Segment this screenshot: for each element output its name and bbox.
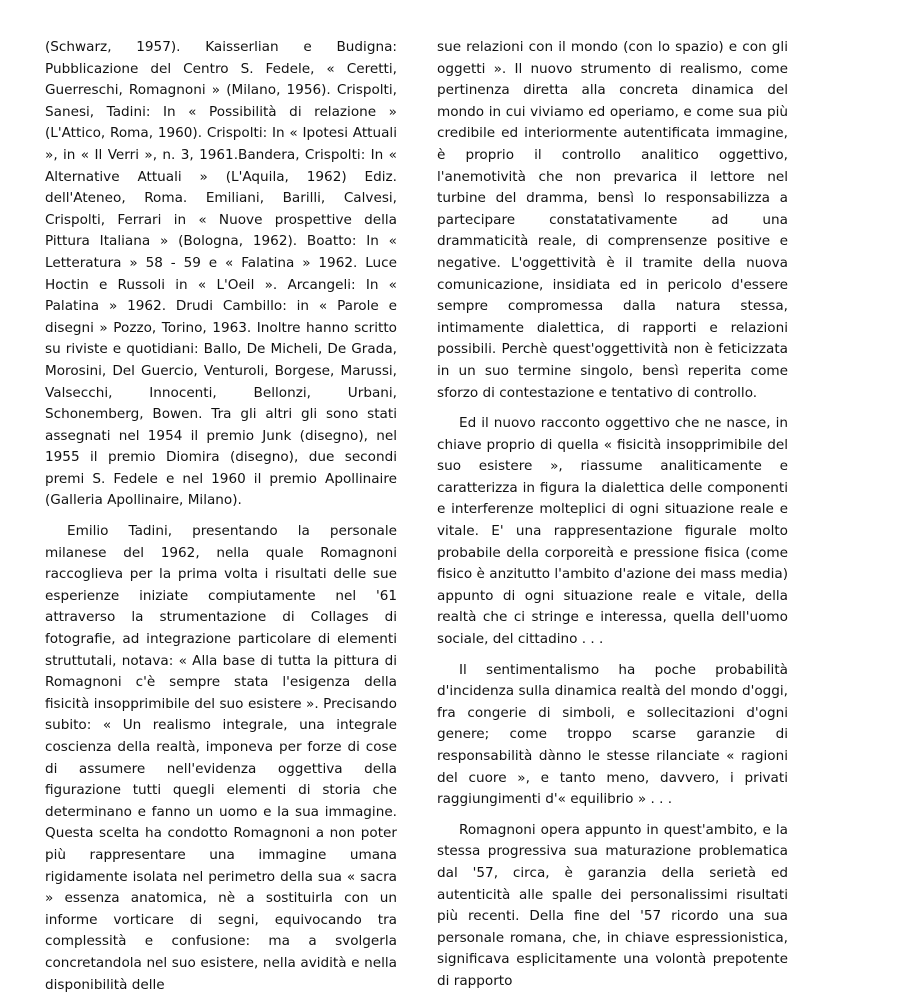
body-paragraph: sue relazioni con il mondo (con lo spazio) e con gli oggetti ». Il nuovo strumento di realismo, come pertinenza diretta alla concreta dinamica del mondo in cui viviamo ed operiamo, e come sua più credibile ed interiormente autentificata immagine, è proprio il controllo analitico oggettivo, l'anemotività che non prevarica il lettore nel turbine del dramma, bensì lo responsabilizza a partecipare constatativamente ad una drammaticità reale, di comprensenze positive e negative. L'oggettività è il tramite della nuova comunicazione, insidiata ed in pericolo d'essere sempre compromessa dalla natura stessa, intimamente dialettica, di rapporti e relazioni possibili. Perchè quest'oggettività non è feticizzata in un suo termine singolo, bensì reperita come sforzo di contestazione e tentativo di controllo. bbox=[437, 39, 788, 401]
left-text-column bbox=[45, 37, 397, 996]
body-paragraph: Romagnoni opera appunto in quest'ambito, e la stessa progressiva sua maturazione problematica dal '57, circa, è garanzia della serietà ed autenticità alle spalle dei personalissimi risultati più recenti. Della fine del '57 ricordo una sua personale romana, che, in chiave espressionistica, significava esplicitamente una volontà prepotente di rapporto bbox=[437, 821, 788, 989]
body-paragraph: Emilio Tadini, presentando la personale milanese del 1962, nella quale Romagnoni raccoglieva per la prima volta i risultati delle sue esperienze iniziate compiutamente nel '61 attraverso la strumentazione di Collages di fotografie, ad integrazione particolare di elementi struttutali, notava: « Alla base di tutta la pittura di Romagnoni c'è sempre stata l'esigenza della fisicità insopprimibile del suo esistere ». Precisando subito: « Un realismo integrale, una integrale coscienza della realtà, imponeva per forze di cose di assumere nell'evidenza oggettiva della figurazione tutti quegli elementi di storia che determinano e fanno un uomo e la sua immagine. Questa scelta ha condotto Romagnoni a non poter più rappresentare una immagine umana rigidamente isolata nel perimetro della sua « sacra » essenza anatomica, nè a sostituirla con un informe vorticare di segni, equivocando tra complessità e confusione: ma a svolgerla concretandola nel suo esistere, nella avidità e nella disponibilità delle bbox=[45, 523, 397, 993]
bibliography-paragraph: (Schwarz, 1957). Kaisserlian e Budigna: Pubblicazione del Centro S. Fedele, « Ceretti, Guerreschi, Romagnoni » (Milano, 1956). Crispolti, Sanesi, Tadini: In « Possibilità di relazione » (L'Attico, Roma, 1960). Crispolti: In « Ipotesi Attuali », in « Il Verri », n. 3, 1961.Bandera, Crispolti: In « Alternative Attuali » (L'Aquila, 1962) Ediz. dell'Ateneo, Roma. Emiliani, Barilli, Calvesi, Crispolti, Ferrari in « Nuove prospettive della Pittura Italiana » (Bologna, 1962). Boatto: In « Letteratura » 58 - 59 e « Falatina » 1962. Luce Hoctin e Russoli in « L'Oeil ». Arcangeli: In « Palatina » 1962. Drudi Cambillo: in « Parole e disegni » Pozzo, Torino, 1963. Inoltre hanno scritto su riviste e quotidiani: Ballo, De Micheli, De Grada, Morosini, Del Guercio, Venturoli, Borgese, Marussi, Valsecchi, Innocenti, Bellonzi, Urbani, Schonemberg, Bowen. Tra gli altri gli sono stati assegnati nel 1954 il premio Junk (disegno), nel 1955 il premio Diomira (disegno), due secondi premi S. Fedele e nel 1960 il premio Apollinaire (Galleria Apollinaire, Milano). bbox=[45, 39, 397, 509]
body-paragraph: Ed il nuovo racconto oggettivo che ne nasce, in chiave proprio di quella « fisicità insopprimibile del suo esistere », riassume analiticamente e caratterizza in figura la dialettica delle componenti e interferenze molteplici di ogni situazione reale e vitale. E' una rappresentazione figurale molto probabile della corporeità e pressione fisica (come fisico è anzitutto l'ambito d'azione dei mass media) appunto di ogni situazione reale e vitale, della realtà che ci stringe e interessa, quella dell'uomo sociale, del cittadino . . . bbox=[437, 415, 788, 648]
body-paragraph: Il sentimentalismo ha poche probabilità d'incidenza sulla dinamica realtà del mondo d'oggi, fra congerie di simboli, e sollecitazioni d'ogni genere; come troppo scarse garanzie di responsabilità dànno le stesse rilanciate « ragioni del cuore », e tanto meno, davvero, i privati raggiungimenti d'« equilibrio » . . . bbox=[437, 661, 788, 808]
right-text-column bbox=[437, 37, 788, 993]
